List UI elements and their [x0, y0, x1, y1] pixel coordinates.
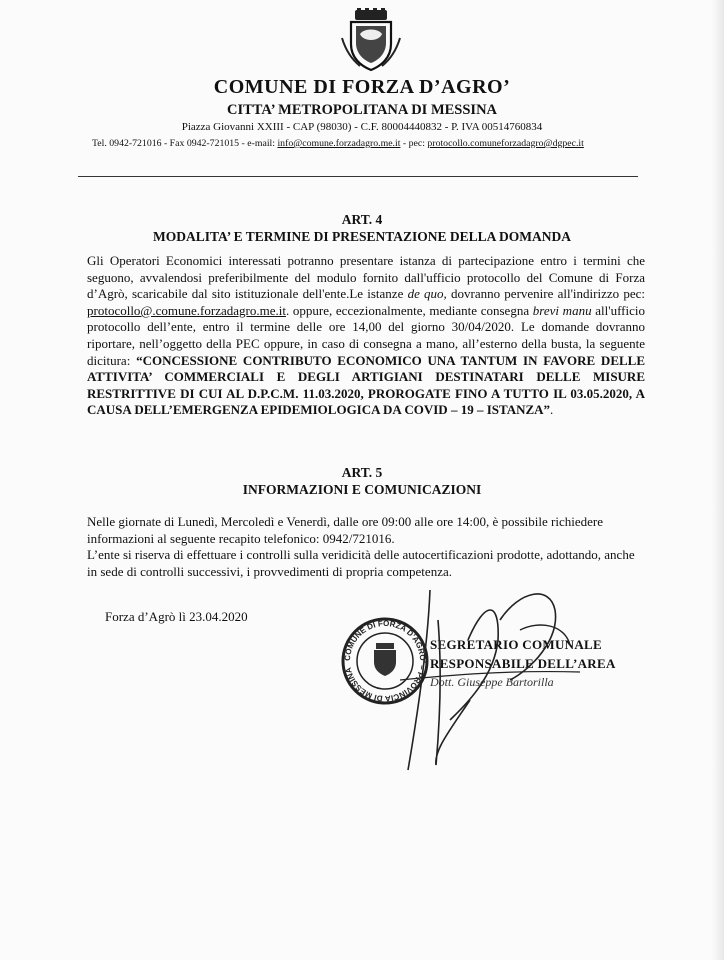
email-label: - e-mail:: [241, 138, 275, 149]
signer-name: Dott. Giuseppe Bartorilla: [430, 675, 554, 689]
svg-text:COMUNE DI FORZA D’AGRO’ – PROV: COMUNE DI FORZA D’AGRO’ – PROVINCIA DI MESSINA: [342, 618, 428, 704]
date-place: Forza d’Agrò lì 23.04.2020: [105, 609, 248, 624]
art4-title: MODALITA’ E TERMINE DI PRESENTAZIONE DELLA DOMANDA: [152, 229, 572, 244]
tel: Tel. 0942-721016: [92, 138, 162, 149]
art5-paragraph-2: L’ente si riserva di effettuare i controlli sulla veridicità delle autocertificazioni prodotte, adottando, anche in sede di controlli successivi, i provvedimenti di propria competenza.: [87, 547, 635, 579]
art5-number: ART. 5: [341, 465, 383, 480]
address-line: Piazza Giovanni XXIII - CAP (98030) - C.F. 80004440832 - P. IVA 00514760834: [181, 121, 543, 133]
signer-role-1: SEGRETARIO COMUNALE: [430, 637, 602, 652]
art5-paragraph-1: Nelle giornate di Lunedì, Mercoledì e Venerdì, dalle ore 09:00 alle ore 14:00, è possibile richiedere informazioni al seguente recapito telefonico: 0942/721016.: [87, 514, 603, 546]
art5-title: INFORMAZIONI E COMUNICAZIONI: [242, 482, 482, 497]
email-link[interactable]: info@comune.forzadagro.me.it: [277, 138, 401, 149]
fax: - Fax 0942-721015: [163, 138, 240, 149]
handwritten-signature-icon: [390, 580, 600, 780]
header-divider: [78, 176, 638, 177]
signer-role-2: RESPONSABILE DELL’AREA: [430, 656, 616, 671]
pec-link[interactable]: protocollo.comuneforzadagro@dgpec.it: [427, 138, 584, 149]
art4-number: ART. 4: [341, 212, 383, 227]
citta-subtitle: CITTA’ METROPOLITANA DI MESSINA: [226, 102, 498, 118]
pec-address-link[interactable]: protocollo@.comune.forzadagro.me.it: [87, 302, 286, 318]
coat-of-arms-icon: [338, 8, 404, 74]
required-wording: “CONCESSIONE CONTRIBUTO ECONOMICO UNA TANTUM IN FAVORE DELLE ATTIVITA’ COMMERCIALI E DEGLI ARTIGIANI DESTINATARI DELLE MISURE RESTRITTIVE DI CUI AL D.P.C.M. 11.03.2020, PROROGATE FINO A TUTTO IL 03.05.2020, A CAUSA DELL’EMERGENZA EPIDEMIOLOGICA DA COVID – 19 – ISTANZA”: [87, 352, 645, 418]
art4-body: Gli Operatori Economici interessati potranno presentare istanza di partecipazione entro i termini che seguono, avvalendosi preferibilmente del modulo fornito dall'ufficio protocollo del Comune di Forza d’Agrò, scaricabile dal sito istituzionale dell'ente.Le istanze de quo, dovranno pervenire all'indirizzo pec: protocollo@.comune.forzadagro.me.it. oppure, eccezionalmente, mediante consegna brevi manu all'ufficio protocollo dell’ente, entro il termine delle ore 14,00 del giorno 30/04/2020. Le domande dovranno riportare, nell’oggetto della PEC oppure, in caso di consegna a mano, all’esterno della busta, la seguente dicitura: “CONCESSIONE CONTRIBUTO ECONOMICO UNA TANTUM IN FAVORE DELLE ATTIVITA’ COMMERCIALI E DEGLI ARTIGIANI DESTINATARI DELLE MISURE RESTRITTIVE DI CUI AL D.P.C.M. 11.03.2020, PROROGATE FINO A TUTTO IL 03.05.2020, A CAUSA DELL’EMERGENZA EPIDEMIOLOGICA DA COVID – 19 – ISTANZA”.: [87, 253, 645, 418]
pec-label: - pec:: [402, 138, 425, 149]
comune-title: COMUNE DI FORZA D’AGRO’: [213, 76, 511, 98]
contacts-line: [92, 138, 584, 149]
art5-body: [87, 514, 645, 580]
